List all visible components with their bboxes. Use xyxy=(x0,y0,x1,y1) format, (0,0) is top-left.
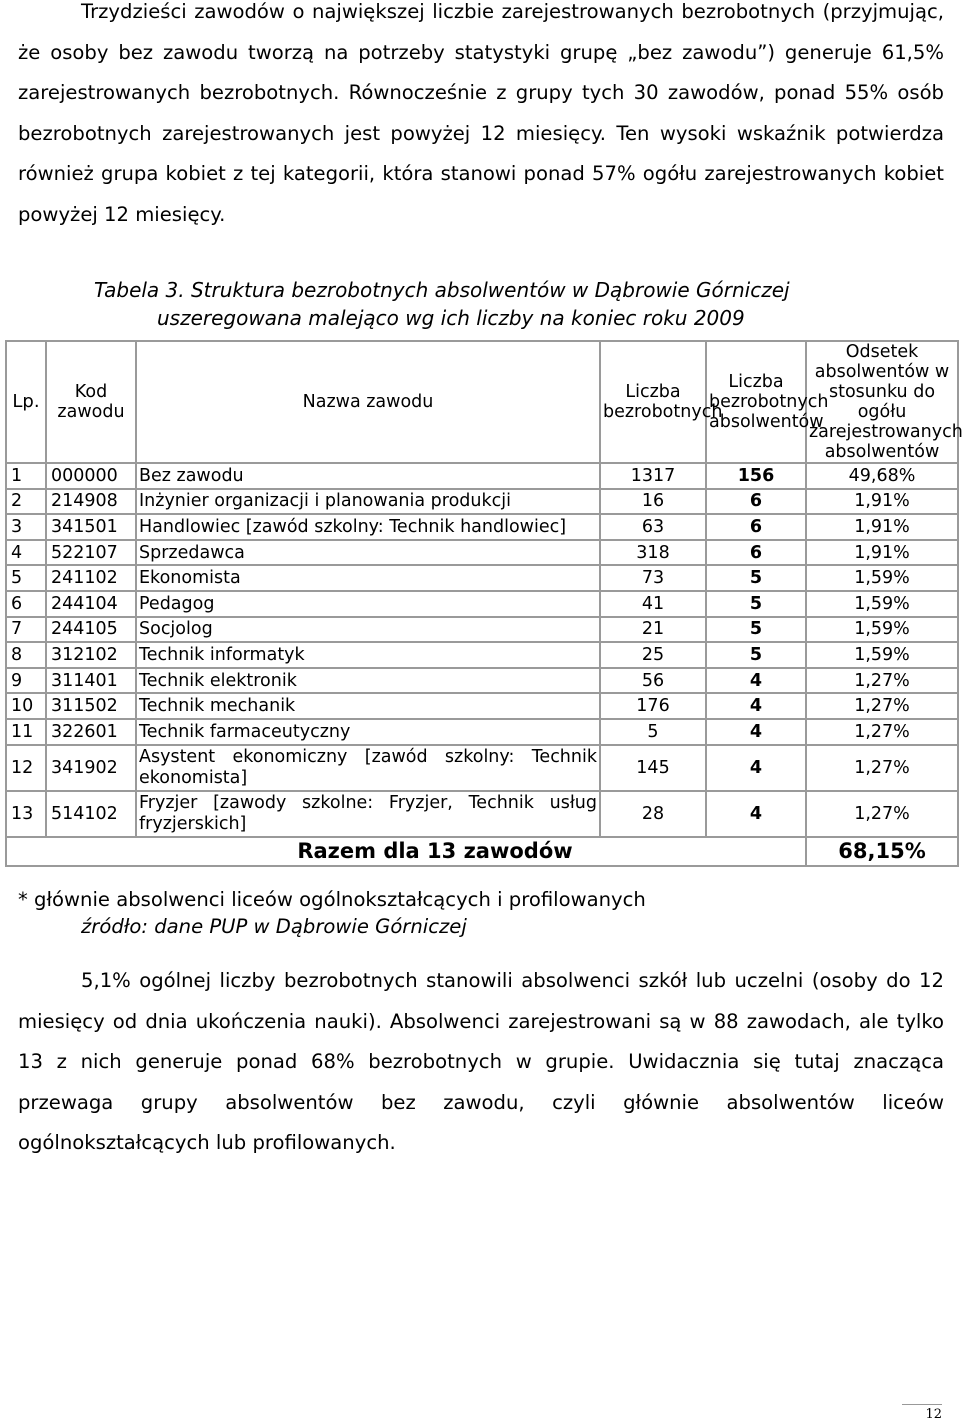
cell-lp: 6 xyxy=(6,591,46,617)
table-row xyxy=(6,514,958,540)
cell-bezrobotni: 176 xyxy=(600,693,706,719)
table-row xyxy=(6,745,958,791)
cell-nazwa: Technik elektronik xyxy=(136,668,600,694)
cell-bezrobotni: 73 xyxy=(600,565,706,591)
cell-nazwa: Fryzjer [zawody szkolne: Fryzjer, Technik usług fryzjerskich] xyxy=(136,791,600,837)
table-row xyxy=(6,791,958,837)
table-row xyxy=(6,642,958,668)
footnote: * głównie absolwenci liceów ogólnokształcących i profilowanych xyxy=(18,888,646,911)
table-row xyxy=(6,565,958,591)
cell-lp: 12 xyxy=(6,745,46,791)
cell-bezrobotni: 21 xyxy=(600,617,706,643)
cell-odsetek: 1,27% xyxy=(806,668,958,694)
table-row xyxy=(6,617,958,643)
cell-bezrobotni: 16 xyxy=(600,489,706,515)
total-label: Razem dla 13 zawodów xyxy=(6,837,806,866)
cell-odsetek: 1,27% xyxy=(806,745,958,791)
graduates-table xyxy=(5,340,963,867)
cell-nazwa: Bez zawodu xyxy=(136,463,600,489)
cell-nazwa: Sprzedawca xyxy=(136,540,600,566)
cell-odsetek: 1,27% xyxy=(806,719,958,745)
cell-bezrobotni: 145 xyxy=(600,745,706,791)
cell-bezrobotni: 1317 xyxy=(600,463,706,489)
cell-absolwenci: 156 xyxy=(706,463,806,489)
table-total-row xyxy=(6,837,958,866)
cell-odsetek: 1,91% xyxy=(806,540,958,566)
cell-lp: 1 xyxy=(6,463,46,489)
cell-kod: 000000 xyxy=(46,463,136,489)
cell-lp: 3 xyxy=(6,514,46,540)
cell-kod: 312102 xyxy=(46,642,136,668)
graduates-paragraph: 5,1% ogólnej liczby bezrobotnych stanowili absolwenci szkół lub uczelni (osoby do 12 miesięcy od dnia ukończenia nauki). Absolwenci zarejestrowani są w 88 zawodach, ale tylko 13 z nich generuje ponad 68% bezrobotnych w grupie. Uwidacznia się tutaj znacząca przewaga grupy absolwentów bez zawodu, czyli głównie absolwentów liceów ogólnokształcących lub profilowanych. xyxy=(18,969,944,1155)
table-row xyxy=(6,591,958,617)
cell-nazwa: Ekonomista xyxy=(136,565,600,591)
cell-odsetek: 1,91% xyxy=(806,514,958,540)
cell-bezrobotni: 5 xyxy=(600,719,706,745)
cell-absolwenci: 4 xyxy=(706,719,806,745)
cell-bezrobotni: 28 xyxy=(600,791,706,837)
cell-odsetek: 49,68% xyxy=(806,463,958,489)
cell-absolwenci: 4 xyxy=(706,745,806,791)
cell-nazwa: Pedagog xyxy=(136,591,600,617)
cell-nazwa: Technik farmaceutyczny xyxy=(136,719,600,745)
cell-absolwenci: 4 xyxy=(706,668,806,694)
table-row xyxy=(6,668,958,694)
table-row xyxy=(6,719,958,745)
cell-kod: 244104 xyxy=(46,591,136,617)
cell-odsetek: 1,59% xyxy=(806,617,958,643)
cell-lp: 9 xyxy=(6,668,46,694)
cell-absolwenci: 6 xyxy=(706,489,806,515)
cell-lp: 13 xyxy=(6,791,46,837)
cell-kod: 341501 xyxy=(46,514,136,540)
intro-paragraph: Trzydzieści zawodów o największej liczbie zarejestrowanych bezrobotnych (przyjmując, że osoby bez zawodu tworzą na potrzeby statystyki grupę „bez zawodu”) generuje 61,5% zarejestrowanych bezrobotnych. Równocześnie z grupy tych 30 zawodów, ponad 55% osób bezrobotnych zarejestrowanych jest powyżej 12 miesięcy. Ten wysoki wskaźnik potwierdza również grupa kobiet z tej kategorii, która stanowi ponad 57% ogółu zarejestrowanych kobiet powyżej 12 miesięcy. xyxy=(18,0,944,226)
cell-bezrobotni: 41 xyxy=(600,591,706,617)
header-lp: Lp. xyxy=(6,341,46,463)
cell-lp: 2 xyxy=(6,489,46,515)
cell-bezrobotni: 318 xyxy=(600,540,706,566)
header-kod: Kod zawodu xyxy=(46,341,136,463)
cell-odsetek: 1,27% xyxy=(806,791,958,837)
header-liczba-absolwentow: Liczba bezrobotnych absolwentów xyxy=(706,341,806,463)
cell-lp: 11 xyxy=(6,719,46,745)
table-row xyxy=(6,540,958,566)
cell-kod: 514102 xyxy=(46,791,136,837)
header-liczba-bezrobotnych: Liczba bezrobotnych xyxy=(600,341,706,463)
cell-lp: 4 xyxy=(6,540,46,566)
header-odsetek: Odsetek absolwentów w stosunku do ogółu zarejestrowanych absolwentów xyxy=(806,341,958,463)
cell-nazwa: Handlowiec [zawód szkolny: Technik handlowiec] xyxy=(136,514,600,540)
cell-lp: 10 xyxy=(6,693,46,719)
table-row xyxy=(6,489,958,515)
header-nazwa: Nazwa zawodu xyxy=(136,341,600,463)
cell-kod: 214908 xyxy=(46,489,136,515)
cell-kod: 244105 xyxy=(46,617,136,643)
cell-bezrobotni: 56 xyxy=(600,668,706,694)
cell-nazwa: Technik mechanik xyxy=(136,693,600,719)
cell-absolwenci: 5 xyxy=(706,617,806,643)
cell-bezrobotni: 63 xyxy=(600,514,706,540)
cell-kod: 241102 xyxy=(46,565,136,591)
table-row xyxy=(6,693,958,719)
table-notes xyxy=(18,886,646,940)
page-number: 12 xyxy=(902,1404,942,1422)
cell-absolwenci: 5 xyxy=(706,591,806,617)
total-value: 68,15% xyxy=(806,837,958,866)
cell-kod: 311502 xyxy=(46,693,136,719)
cell-odsetek: 1,59% xyxy=(806,642,958,668)
caption-line-2: uszeregowana malejąco wg ich liczby na koniec roku 2009 xyxy=(157,306,745,330)
cell-absolwenci: 4 xyxy=(706,693,806,719)
cell-lp: 5 xyxy=(6,565,46,591)
cell-nazwa: Asystent ekonomiczny [zawód szkolny: Technik ekonomista] xyxy=(136,745,600,791)
cell-absolwenci: 4 xyxy=(706,791,806,837)
cell-nazwa: Socjolog xyxy=(136,617,600,643)
cell-absolwenci: 6 xyxy=(706,514,806,540)
cell-bezrobotni: 25 xyxy=(600,642,706,668)
cell-kod: 341902 xyxy=(46,745,136,791)
cell-absolwenci: 6 xyxy=(706,540,806,566)
cell-lp: 7 xyxy=(6,617,46,643)
cell-nazwa: Technik informatyk xyxy=(136,642,600,668)
cell-kod: 522107 xyxy=(46,540,136,566)
table-body xyxy=(6,463,958,837)
table-row xyxy=(6,463,958,489)
cell-odsetek: 1,59% xyxy=(806,591,958,617)
source-note: źródło: dane PUP w Dąbrowie Górniczej xyxy=(81,915,467,938)
cell-odsetek: 1,59% xyxy=(806,565,958,591)
cell-absolwenci: 5 xyxy=(706,642,806,668)
cell-nazwa: Inżynier organizacji i planowania produkcji xyxy=(136,489,600,515)
cell-kod: 311401 xyxy=(46,668,136,694)
cell-odsetek: 1,27% xyxy=(806,693,958,719)
cell-absolwenci: 5 xyxy=(706,565,806,591)
cell-odsetek: 1,91% xyxy=(806,489,958,515)
table-header-row xyxy=(6,341,958,463)
cell-lp: 8 xyxy=(6,642,46,668)
cell-kod: 322601 xyxy=(46,719,136,745)
caption-line-1: Tabela 3. Struktura bezrobotnych absolwentów w Dąbrowie Górniczej xyxy=(94,278,790,302)
